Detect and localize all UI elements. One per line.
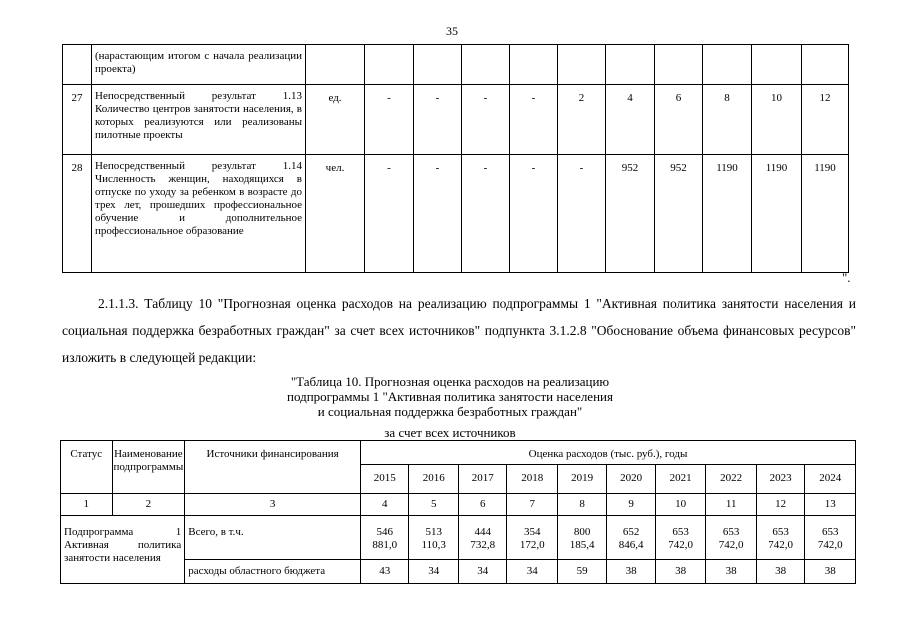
- value-cell: -: [462, 85, 510, 155]
- header-estimate: Оценка расходов (тыс. руб.), годы: [360, 441, 855, 465]
- value-cell: 1190: [802, 155, 849, 273]
- value-cell: 1190: [703, 155, 752, 273]
- value-cell: -: [365, 85, 414, 155]
- value-line: 354: [523, 526, 541, 538]
- unit: ед.: [306, 85, 365, 155]
- value-cell: [805, 560, 856, 584]
- value-line: 59: [576, 565, 588, 577]
- value-cell: [802, 45, 849, 85]
- value-line: 881,0: [372, 539, 398, 551]
- value-cell: 1190: [752, 155, 802, 273]
- header-status: Статус: [61, 441, 113, 494]
- value-cell: 8: [703, 85, 752, 155]
- value-line: 653: [821, 526, 839, 538]
- value-line: 34: [428, 565, 440, 577]
- value-cell: [655, 45, 703, 85]
- year-header: 2024: [805, 465, 856, 494]
- column-number: 4: [360, 494, 408, 516]
- value-cell: [756, 560, 804, 584]
- header-sources: Источники финансирования: [185, 441, 361, 494]
- column-number: 2: [112, 494, 185, 516]
- value-cell: [360, 560, 408, 584]
- value-cell: 952: [655, 155, 703, 273]
- year-header: 2016: [409, 465, 458, 494]
- expenses-table: [60, 440, 856, 584]
- value-cell: [706, 516, 757, 560]
- funding-source: расходы областного бюджета: [185, 560, 361, 584]
- row-number: 28: [63, 155, 92, 273]
- value-line: 732,8: [470, 539, 496, 551]
- year-header: 2017: [458, 465, 506, 494]
- value-cell: [655, 516, 706, 560]
- column-number: 7: [507, 494, 558, 516]
- value-line: 38: [725, 565, 737, 577]
- row-number: [63, 45, 92, 85]
- unit: [306, 45, 365, 85]
- year-header: 2020: [607, 465, 655, 494]
- value-line: 800: [573, 526, 591, 538]
- year-header: 2023: [756, 465, 804, 494]
- value-cell: -: [414, 155, 462, 273]
- value-cell: [510, 45, 558, 85]
- value-line: 546: [376, 526, 393, 538]
- amendment-paragraph: 2.1.1.3. Таблицу 10 "Прогнозная оценка расходов на реализацию подпрограммы 1 "Активная политика занятости населения и социальная поддержка безработных граждан" за счет всех источников" подпункта 3.1.2.8 "Обоснование объема финансовых ресурсов" изложить в следующей редакции:: [62, 296, 856, 365]
- value-cell: 4: [606, 85, 655, 155]
- value-line: 34: [526, 565, 538, 577]
- column-number: 11: [706, 494, 757, 516]
- caption-line-3: и социальная поддержка безработных граждан": [317, 404, 583, 419]
- value-line: 742,0: [817, 539, 843, 551]
- value-cell: [558, 45, 606, 85]
- value-cell: 6: [655, 85, 703, 155]
- value-cell: [365, 45, 414, 85]
- value-line: 38: [824, 565, 836, 577]
- value-line: 185,4: [569, 539, 595, 551]
- column-number: 12: [756, 494, 804, 516]
- value-cell: [409, 560, 458, 584]
- results-table: [62, 44, 849, 273]
- value-cell: [557, 560, 606, 584]
- value-cell: [458, 560, 506, 584]
- value-line: 846,4: [618, 539, 644, 551]
- value-cell: 10: [752, 85, 802, 155]
- value-cell: -: [414, 85, 462, 155]
- value-line: 742,0: [668, 539, 694, 551]
- value-cell: [462, 45, 510, 85]
- year-header: 2022: [706, 465, 757, 494]
- value-cell: [409, 516, 458, 560]
- value-line: 38: [625, 565, 637, 577]
- column-number: 10: [655, 494, 706, 516]
- year-header: 2021: [655, 465, 706, 494]
- year-header: 2019: [557, 465, 606, 494]
- column-number: 6: [458, 494, 506, 516]
- value-cell: [706, 560, 757, 584]
- indicator-name: (нарастающим итогом с начала реализации проекта): [92, 45, 306, 85]
- subprogram-name: Подпрограмма 1 Активная политика занятости населения: [61, 516, 185, 584]
- value-line: 513: [425, 526, 442, 538]
- value-cell: [458, 516, 506, 560]
- table-row: [63, 155, 849, 273]
- value-cell: [507, 560, 558, 584]
- value-cell: -: [510, 155, 558, 273]
- value-cell: [756, 516, 804, 560]
- caption-line-2: подпрограммы 1 "Активная политика занятости населения: [287, 389, 613, 404]
- value-line: 653: [722, 526, 740, 538]
- header-name: Наименование подпрограммы: [112, 441, 185, 494]
- value-line: 43: [379, 565, 391, 577]
- value-cell: -: [510, 85, 558, 155]
- value-cell: [360, 516, 408, 560]
- unit: чел.: [306, 155, 365, 273]
- value-cell: [655, 560, 706, 584]
- caption-line-4: за счет всех источников: [384, 425, 516, 440]
- value-line: 653: [672, 526, 689, 538]
- value-cell: 12: [802, 85, 849, 155]
- column-number: 8: [557, 494, 606, 516]
- value-line: 652: [622, 526, 640, 538]
- value-line: 38: [775, 565, 787, 577]
- table-row: [63, 45, 849, 85]
- value-line: 172,0: [519, 539, 545, 551]
- indicator-name: Непосредственный результат 1.14 Численность женщин, находящихся в отпуске по уходу за ребенком в возрасте до трех лет, прошедших профессиональное обучение и дополнительное профессиональное образование: [92, 155, 306, 273]
- column-number: 9: [607, 494, 655, 516]
- value-line: 38: [675, 565, 687, 577]
- table-row: [63, 85, 849, 155]
- value-line: 110,3: [421, 539, 446, 551]
- value-cell: [507, 516, 558, 560]
- column-number: 5: [409, 494, 458, 516]
- value-cell: 952: [606, 155, 655, 273]
- value-cell: -: [462, 155, 510, 273]
- value-cell: -: [558, 155, 606, 273]
- value-cell: -: [365, 155, 414, 273]
- value-cell: 2: [558, 85, 606, 155]
- value-cell: [607, 560, 655, 584]
- value-line: 653: [772, 526, 789, 538]
- value-line: 34: [477, 565, 489, 577]
- value-cell: [606, 45, 655, 85]
- column-number: 3: [185, 494, 361, 516]
- funding-source: Всего, в т.ч.: [185, 516, 361, 560]
- value-line: 444: [474, 526, 491, 538]
- page-number: 35: [446, 24, 458, 38]
- value-line: 742,0: [768, 539, 794, 551]
- value-cell: [414, 45, 462, 85]
- row-number: 27: [63, 85, 92, 155]
- column-number: 13: [805, 494, 856, 516]
- value-cell: [557, 516, 606, 560]
- closing-quote: ".: [842, 270, 851, 285]
- caption-line-1: "Таблица 10. Прогнозная оценка расходов на реализацию: [290, 374, 610, 389]
- value-cell: [805, 516, 856, 560]
- column-number: 1: [61, 494, 113, 516]
- indicator-name: Непосредственный результат 1.13 Количество центров занятости населения, в которых реализуются или реализованы пилотные проекты: [92, 85, 306, 155]
- value-cell: [703, 45, 752, 85]
- value-line: 742,0: [718, 539, 744, 551]
- year-header: 2018: [507, 465, 558, 494]
- year-header: 2015: [360, 465, 408, 494]
- value-cell: [607, 516, 655, 560]
- value-cell: [752, 45, 802, 85]
